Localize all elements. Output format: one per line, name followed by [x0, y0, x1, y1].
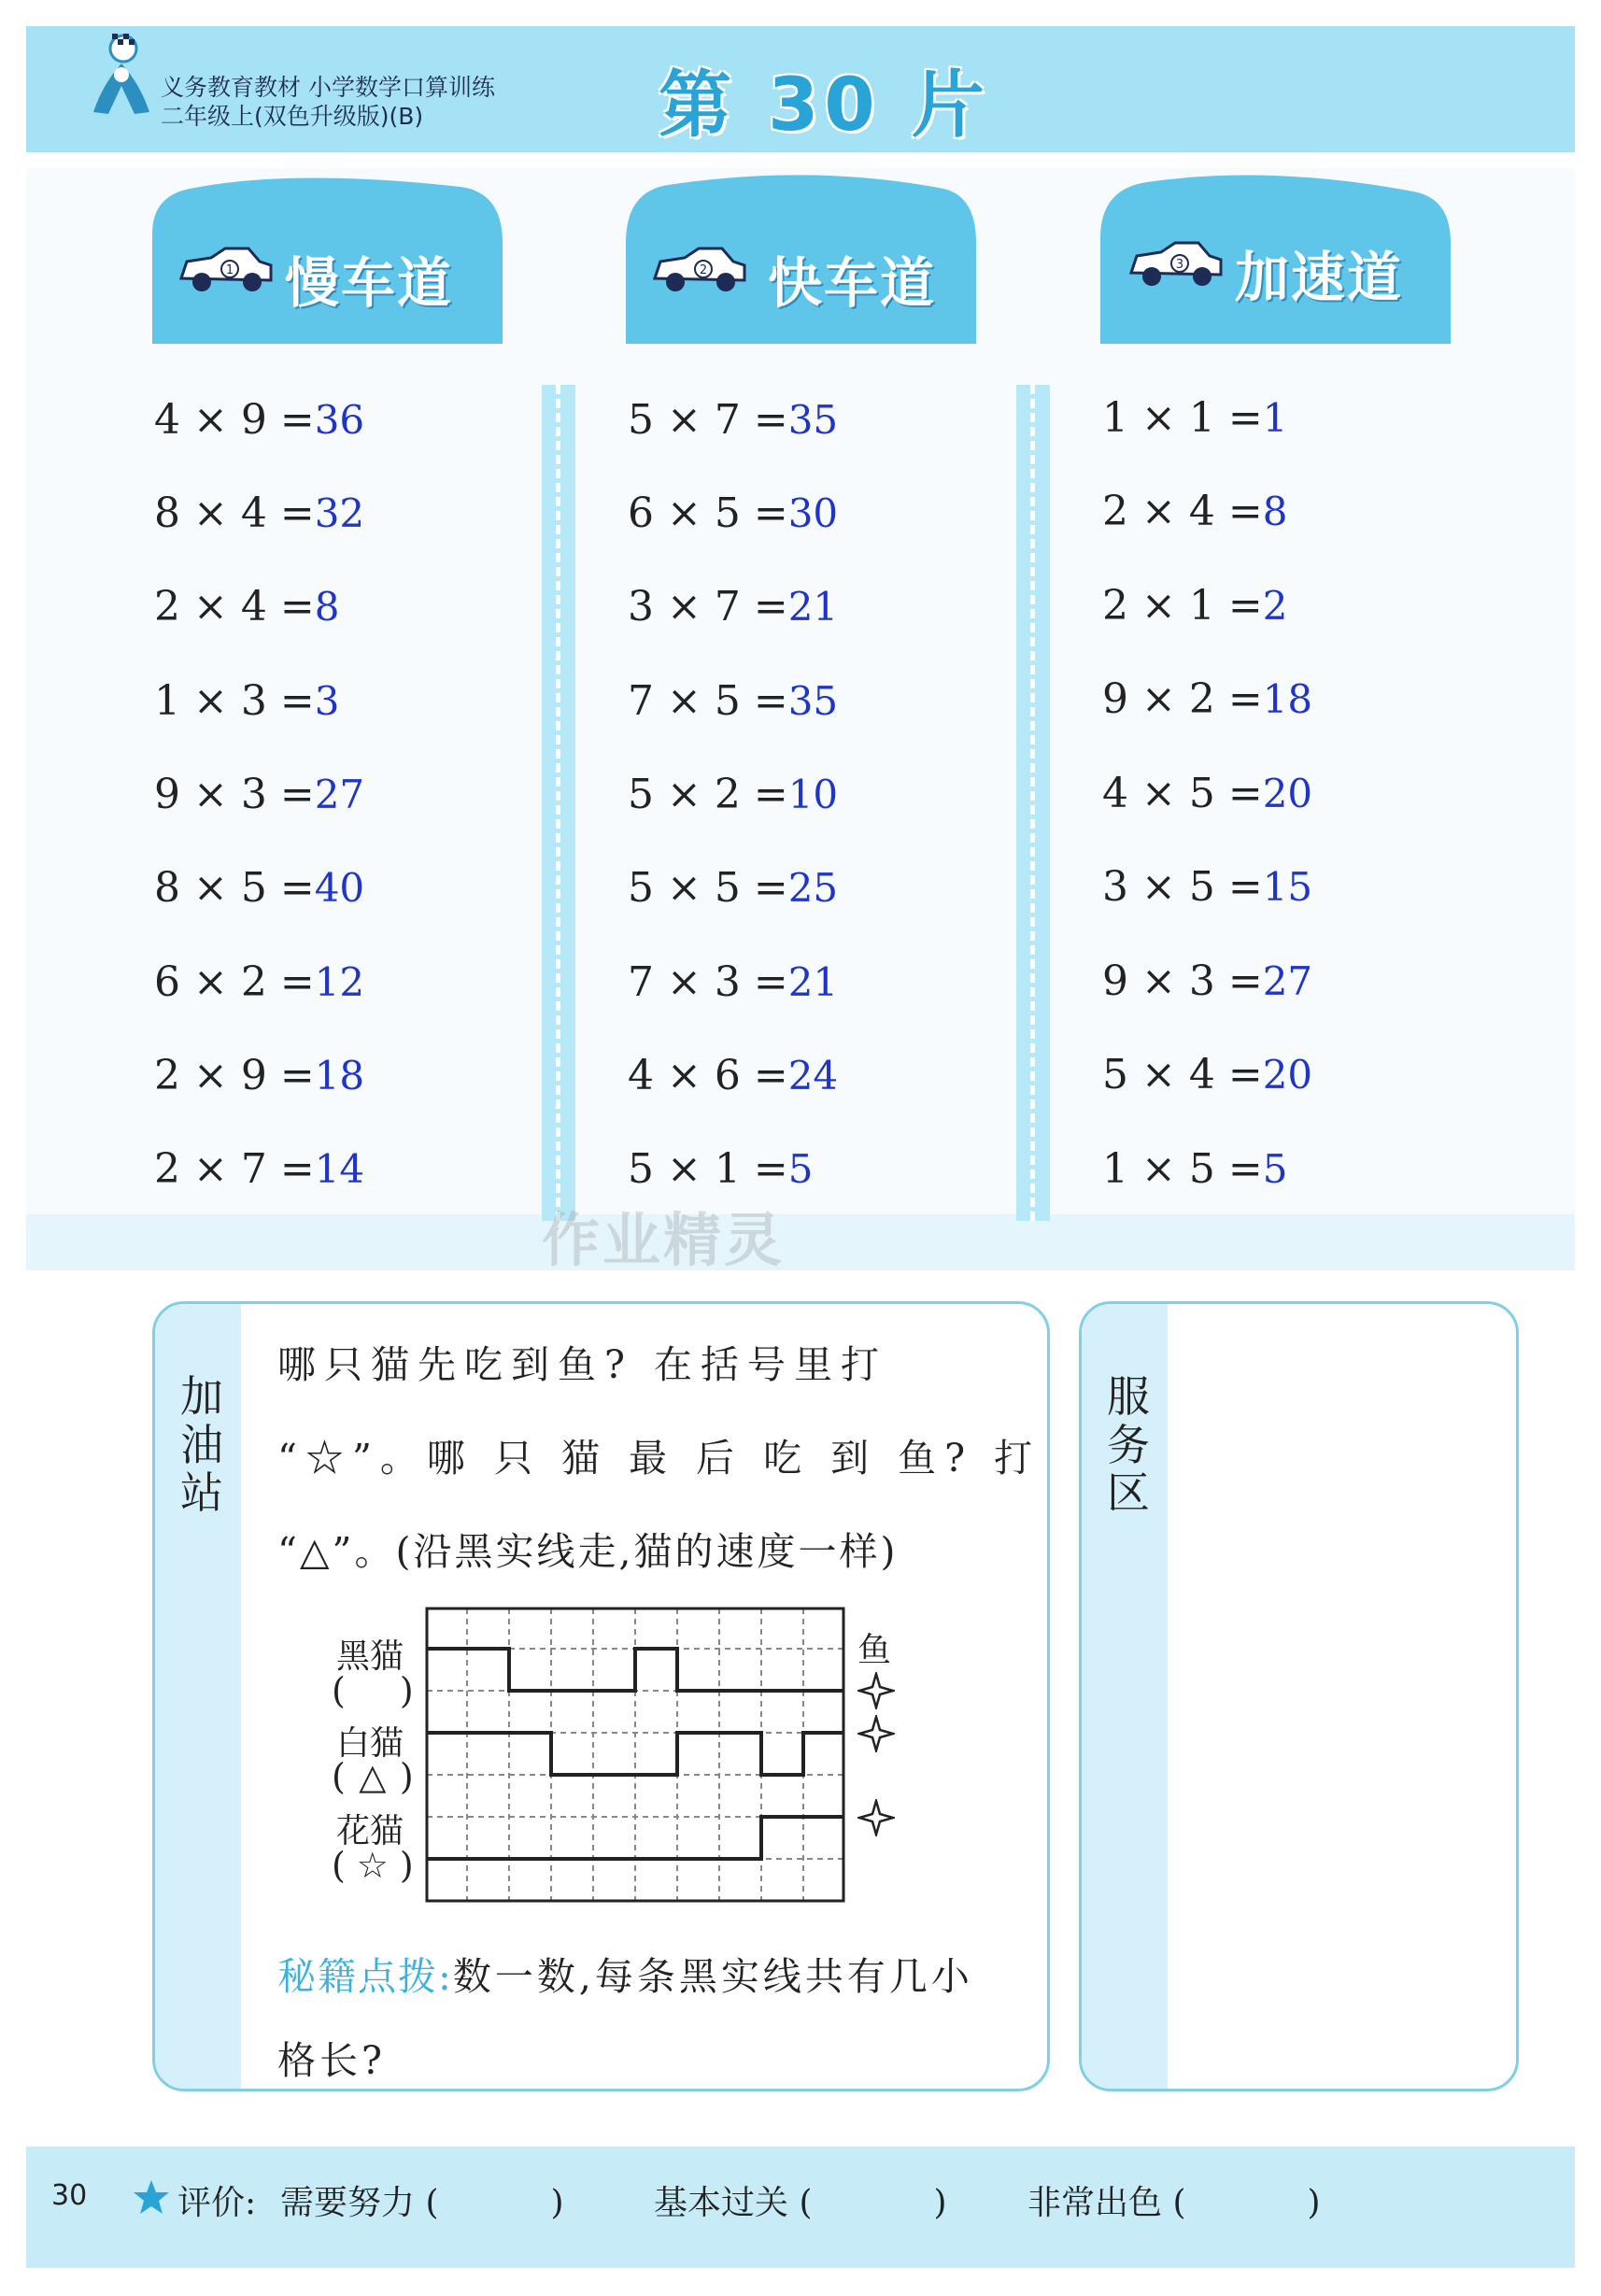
race-car-icon: [174, 241, 276, 297]
equation-row: 1 × 5 =5: [1102, 1145, 1288, 1193]
answer: 8: [1262, 489, 1288, 534]
equation-row: 2 × 9 =18: [154, 1052, 365, 1099]
answer: 5: [1262, 1146, 1288, 1192]
answer: 10: [787, 772, 839, 817]
answer: 15: [1262, 864, 1313, 910]
equation-row: 5 × 2 =10: [628, 771, 839, 818]
answer: 8: [314, 584, 340, 630]
answer: 18: [314, 1053, 365, 1098]
answer: 21: [787, 959, 839, 1005]
answer: 2: [1262, 583, 1288, 629]
black-cat-path: [427, 1649, 843, 1691]
answer: 36: [314, 397, 365, 443]
equation-row: 5 × 4 =20: [1102, 1051, 1313, 1098]
problem-line-3: “△”。(沿黑实线走,猫的速度一样): [277, 1529, 899, 1574]
race-car-icon: [1124, 235, 1226, 291]
bracket-answer: △: [359, 1756, 387, 1797]
hint-line-2: 格长?: [277, 2038, 386, 2083]
problem-line-2: “☆”。哪 只 猫 最 后 吃 到 鱼? 打: [277, 1436, 1041, 1481]
equation-row: 2 × 1 =2: [1102, 582, 1288, 630]
evaluation-label: 评价:: [177, 2184, 257, 2222]
answer: 35: [787, 397, 839, 443]
equation-row: 9 × 3 =27: [1102, 957, 1313, 1005]
station-title: 加油站: [180, 1371, 223, 1519]
answer: 27: [1262, 958, 1313, 1004]
hint-label: 秘籍点拨:: [277, 1954, 453, 1999]
star-icon: [133, 2178, 170, 2216]
answer: 20: [1262, 771, 1313, 816]
equation-row: 1 × 3 =3: [154, 677, 340, 725]
series-title-line1: 义务教育教材 小学数学口算训练: [161, 74, 495, 101]
mascot-logo-icon: [84, 28, 159, 131]
fish-star-icon: [857, 1715, 895, 1752]
equation-row: 4 × 6 =24: [628, 1052, 839, 1099]
equation-row: 6 × 5 =30: [628, 489, 839, 537]
equation-row: 3 × 7 =21: [628, 583, 839, 631]
answer: 12: [314, 959, 365, 1005]
equation-row: 2 × 4 =8: [1102, 488, 1288, 535]
equation-row: 7 × 3 =21: [628, 958, 839, 1006]
series-title: [161, 73, 495, 132]
car-number: 2: [699, 263, 708, 277]
equation-row: 7 × 5 =35: [628, 677, 839, 725]
equation-row: 8 × 5 =40: [154, 864, 365, 912]
service-title: 服务区: [1107, 1371, 1150, 1519]
answer: 35: [787, 678, 839, 724]
equation-row: 2 × 7 =14: [154, 1145, 365, 1193]
lane-separator: [1016, 385, 1050, 1221]
answer-bracket-white[interactable]: ( △ ): [332, 1756, 414, 1797]
lane-label-accelerate: 加速道: [1235, 246, 1404, 309]
bracket-answer: ☆: [356, 1845, 389, 1886]
eval-option-needs-effort[interactable]: 需要努力 ( ): [280, 2184, 564, 2222]
answer: 5: [787, 1146, 814, 1192]
car-number: 3: [1175, 258, 1184, 272]
answer: 40: [314, 865, 365, 911]
cat-name-black: 黑猫: [336, 1637, 404, 1676]
hint-line-1: 秘籍点拨:数一数,每条黑实线共有几小: [277, 1954, 973, 1999]
race-car-icon: [647, 241, 750, 297]
equation-row: 5 × 1 =5: [628, 1145, 814, 1193]
equation-row: 9 × 3 =27: [154, 771, 365, 818]
fish-star-icon: [857, 1799, 895, 1836]
page-heading: 第 30 片: [659, 64, 990, 148]
equation-row: 8 × 4 =32: [154, 489, 365, 537]
fish-star-icon: [857, 1672, 895, 1709]
answer: 27: [314, 772, 365, 817]
lane-separator: [542, 385, 575, 1221]
equation-row: 4 × 5 =20: [1102, 770, 1313, 817]
fish-label: 鱼: [857, 1631, 892, 1669]
cat-name-spotted: 花猫: [336, 1812, 404, 1850]
eval-option-pass[interactable]: 基本过关 ( ): [654, 2184, 947, 2222]
series-title-line2: 二年级上(双色升级版)(B): [161, 103, 424, 131]
answer: 32: [314, 490, 365, 536]
equation-row: 9 × 2 =18: [1102, 675, 1313, 723]
answer-bracket-black[interactable]: ( ): [332, 1670, 414, 1711]
answer: 21: [787, 584, 839, 630]
equation-row: 5 × 7 =35: [628, 396, 839, 444]
lane-label-fast: 快车道: [768, 251, 937, 315]
page-number: 30: [51, 2179, 88, 2212]
answer-bracket-spotted[interactable]: ( ☆ ): [332, 1845, 414, 1886]
equation-row: 3 × 5 =15: [1102, 863, 1313, 911]
answer: 3: [314, 678, 340, 724]
car-number: 1: [225, 263, 234, 277]
equation-row: 2 × 4 =8: [154, 583, 340, 631]
equation-row: 5 × 5 =25: [628, 864, 839, 912]
lane-label-slow: 慢车道: [285, 251, 454, 315]
watermark: 作业精灵: [542, 1206, 786, 1274]
equation-row: 4 × 9 =36: [154, 396, 365, 444]
answer: 24: [787, 1053, 839, 1098]
answer: 20: [1262, 1052, 1313, 1098]
equation-row: 1 × 1 =1: [1102, 394, 1288, 442]
answer: 25: [787, 865, 839, 911]
eval-option-excellent[interactable]: 非常出色 ( ): [1027, 2184, 1321, 2222]
path-grid: [425, 1607, 864, 1906]
answer: 14: [314, 1146, 365, 1192]
answer: 30: [787, 490, 839, 536]
answer: 18: [1262, 676, 1313, 722]
exercise-panel-strip: [26, 1214, 1575, 1270]
cat-name-white: 白猫: [336, 1724, 404, 1763]
answer: 1: [1262, 395, 1288, 441]
problem-line-1: 哪只猫先吃到鱼? 在括号里打: [277, 1342, 888, 1387]
equation-row: 6 × 2 =12: [154, 958, 365, 1006]
